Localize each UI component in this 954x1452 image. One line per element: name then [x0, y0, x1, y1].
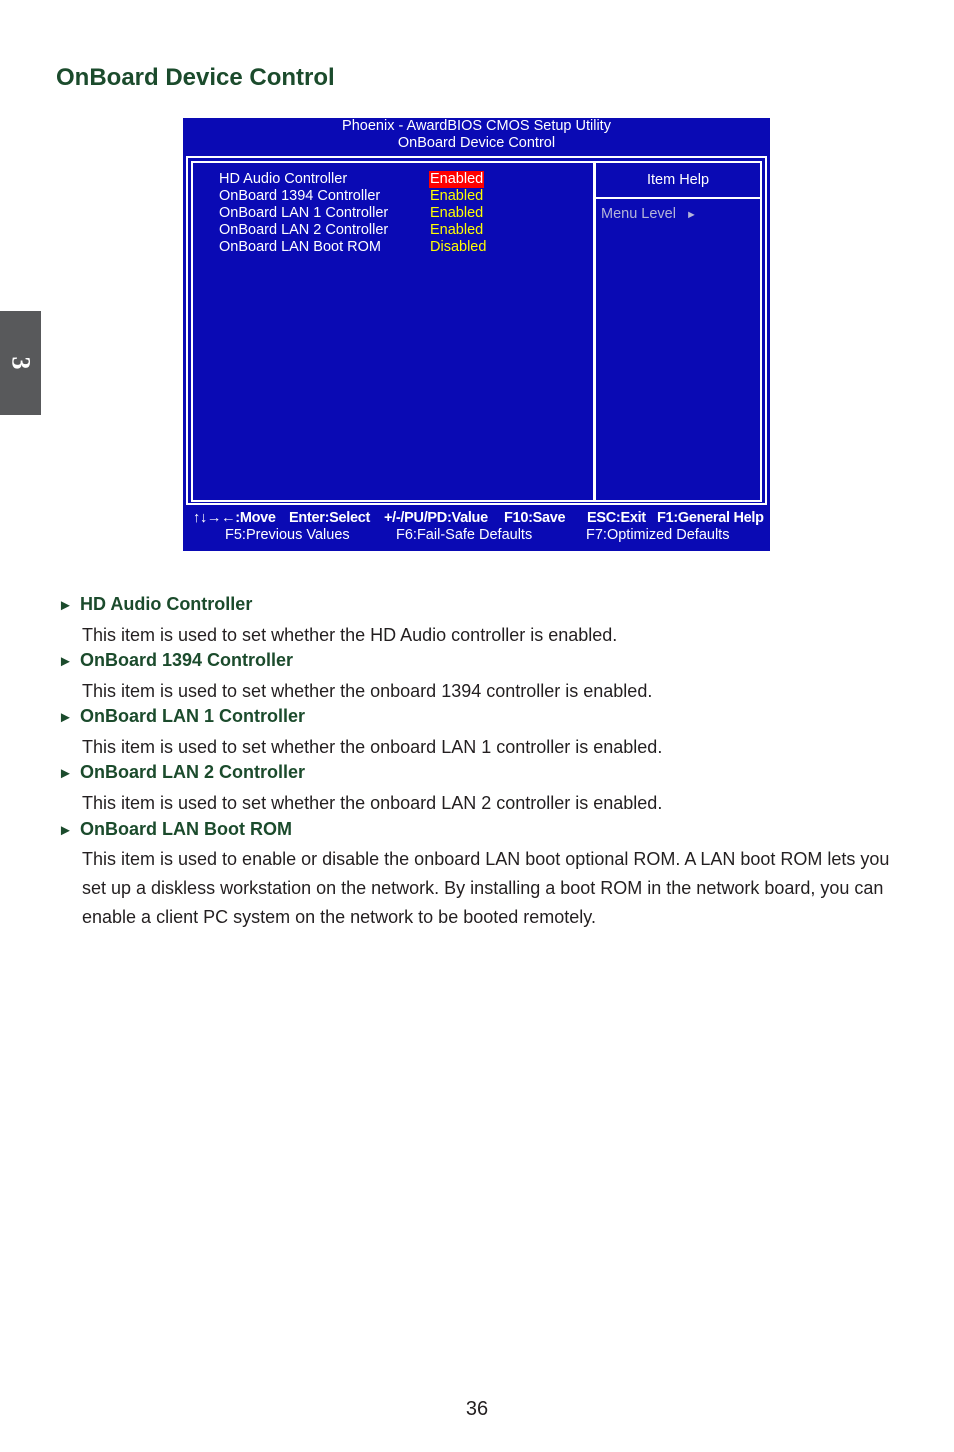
section-text: This item is used to set whether the HD Audio controller is enabled. [82, 625, 618, 645]
section-text: This item is used to set whether the onboard 1394 controller is enabled. [82, 681, 653, 701]
bios-title [183, 118, 770, 152]
section-heading [58, 594, 252, 615]
section-heading-text: OnBoard LAN 2 Controller [80, 762, 306, 782]
key-move: ↑↓→←:Move [193, 510, 276, 526]
bios-title-utility: Phoenix - AwardBIOS CMOS Setup Utility [342, 118, 611, 134]
help-title: Item Help [596, 163, 760, 199]
menu-level-label: Menu Level [601, 206, 676, 222]
bios-frame [186, 156, 767, 505]
triangle-right-icon: ► [58, 597, 73, 614]
chapter-tab [0, 311, 41, 415]
bios-item-label: OnBoard LAN 2 Controller [219, 222, 389, 238]
section-text: This item is used to set whether the onboard LAN 2 controller is enabled. [82, 793, 663, 813]
section-text: This item is used to set whether the onboard LAN 1 controller is enabled. [82, 737, 663, 757]
section-text: This item is used to enable or disable the onboard LAN boot optional ROM. A LAN boot ROM lets you set up a diskless workstation on the network. By installing a boot ROM in the network board, you can enable a client PC system on the network to be booted remotely. [82, 849, 890, 927]
triangle-right-icon: ► [58, 765, 73, 782]
bios-item-value[interactable]: Enabled [430, 205, 484, 221]
key-optimized-defaults: F7:Optimized Defaults [586, 527, 730, 543]
key-general-help: F1:General Help [657, 510, 764, 526]
section-heading-text: OnBoard LAN 1 Controller [80, 706, 306, 726]
section-heading [58, 819, 292, 840]
bios-item-label: OnBoard 1394 Controller [219, 188, 381, 204]
bios-settings-panel [191, 161, 595, 502]
section-heading [58, 706, 305, 727]
bios-item-value[interactable]: Enabled [430, 171, 484, 187]
bios-footer [183, 508, 770, 548]
triangle-right-icon: ► [58, 709, 73, 726]
bios-item-label: OnBoard LAN Boot ROM [219, 239, 381, 255]
page-title: OnBoard Device Control [56, 64, 335, 91]
bios-item-label: OnBoard LAN 1 Controller [219, 205, 389, 221]
section-heading-text: OnBoard 1394 Controller [80, 650, 294, 670]
triangle-right-icon: ► [58, 653, 73, 670]
section-heading [58, 762, 305, 783]
key-failsafe-defaults: F6:Fail-Safe Defaults [396, 527, 533, 543]
triangle-right-icon: ► [686, 209, 697, 221]
section-heading [58, 650, 293, 671]
bios-help-panel [594, 161, 762, 502]
bios-screen [183, 118, 770, 551]
triangle-right-icon: ► [58, 822, 73, 839]
key-select: Enter:Select [289, 510, 371, 526]
chapter-number: 3 [6, 356, 36, 370]
menu-level [596, 199, 760, 222]
bios-item-value[interactable]: Disabled [430, 239, 487, 255]
section-heading-text: HD Audio Controller [80, 594, 253, 614]
bios-item-value[interactable]: Enabled [430, 222, 484, 238]
key-save: F10:Save [504, 510, 566, 526]
key-exit: ESC:Exit [587, 510, 646, 526]
bios-item-label: HD Audio Controller [219, 171, 348, 187]
section-heading-text: OnBoard LAN Boot ROM [80, 819, 292, 839]
key-previous-values: F5:Previous Values [225, 527, 350, 543]
key-value: +/-/PU/PD:Value [384, 510, 488, 526]
page-number: 36 [465, 1398, 489, 1420]
bios-title-page: OnBoard Device Control [397, 135, 556, 151]
bios-item-value[interactable]: Enabled [430, 188, 484, 204]
